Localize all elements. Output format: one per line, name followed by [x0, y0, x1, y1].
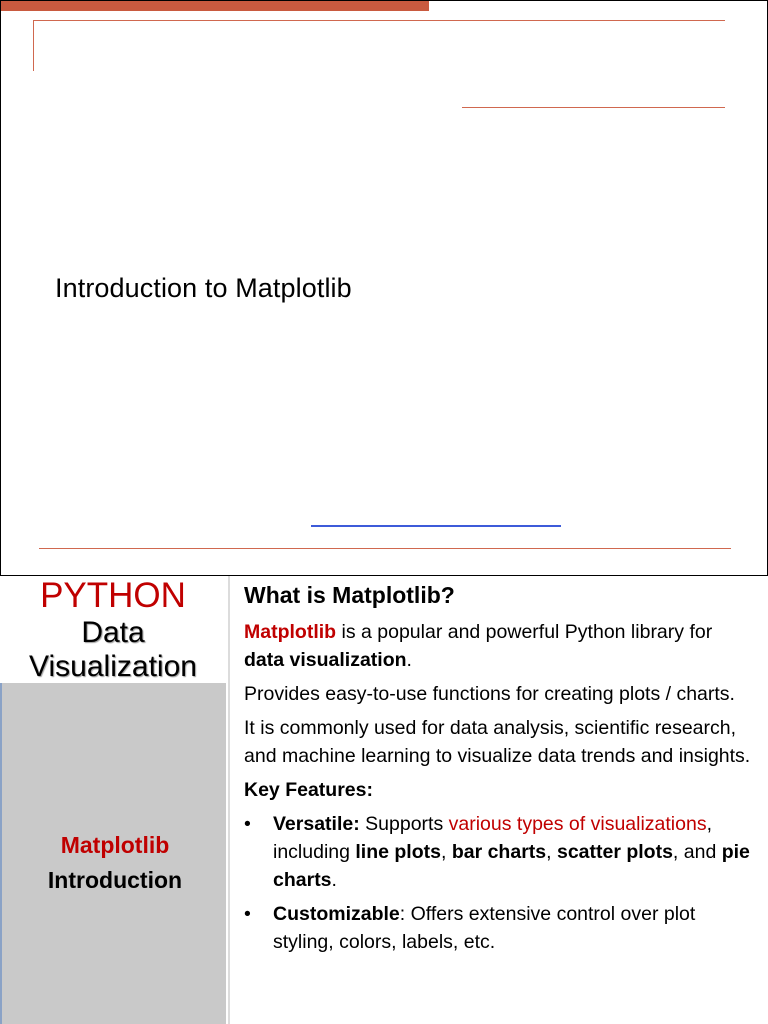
- bottom-rule: [39, 548, 731, 549]
- top-rule: [33, 20, 725, 21]
- bullet-customizable: [244, 900, 754, 956]
- bullet-text: : Offers extensive control over plot styling, colors, labels, etc.: [273, 903, 696, 953]
- slide-title: Introduction to Matplotlib: [55, 273, 352, 303]
- bullet-bold: pie charts: [273, 841, 750, 891]
- bullet-label: Customizable: [273, 903, 400, 925]
- bullet-sep: ,: [546, 841, 557, 863]
- functions-paragraph: Provides easy-to-use functions for creating plots / charts.: [244, 683, 735, 705]
- bullet-text: , including: [273, 813, 713, 863]
- sidebar-python-title: PYTHON: [40, 576, 186, 615]
- sidebar-panel: [0, 683, 226, 1024]
- accent-bar: [1, 1, 429, 11]
- key-features-heading: Key Features:: [244, 779, 373, 801]
- sidebar-topic: Matplotlib: [60, 832, 170, 858]
- bullet-bold: bar charts: [451, 841, 547, 863]
- top-rule-tick: [33, 20, 34, 71]
- content-slide: [0, 576, 768, 1024]
- link-underline: [311, 525, 561, 527]
- intro-bold: data visualization: [244, 649, 407, 671]
- bullet-bold: line plots: [355, 841, 441, 863]
- bullet-versatile: [244, 810, 754, 894]
- sidebar-subtopic: Introduction: [47, 867, 183, 893]
- matplotlib-highlight: Matplotlib: [244, 621, 337, 643]
- bullet-end: .: [331, 869, 337, 891]
- bullet-sep: , and: [672, 841, 722, 863]
- intro-text: is a popular and powerful Python library for: [336, 621, 713, 643]
- content-heading: What is Matplotlib?: [244, 582, 455, 608]
- bullet-highlight: various types of visualizations: [448, 813, 707, 835]
- sidebar-divider: [228, 576, 230, 1024]
- bullet-sep: ,: [440, 841, 452, 863]
- bullet-text: Supports: [359, 813, 449, 835]
- bullet-label: Versatile:: [273, 813, 360, 835]
- usage-paragraph: It is commonly used for data analysis, scientific research, and machine learning to visualize data trends and insights.: [244, 717, 751, 767]
- accent-bar-thin: [462, 107, 725, 108]
- intro-paragraph: [244, 618, 754, 674]
- bullet-dot: •: [244, 903, 251, 925]
- sidebar-header: [0, 576, 226, 683]
- bullet-bold: scatter plots: [556, 841, 673, 863]
- bullet-dot: •: [244, 813, 251, 835]
- intro-end: .: [406, 649, 412, 671]
- slide-content: [244, 576, 754, 962]
- sidebar-visualization-title: Visualization: [29, 650, 197, 683]
- sidebar-data-title: Data: [81, 616, 145, 649]
